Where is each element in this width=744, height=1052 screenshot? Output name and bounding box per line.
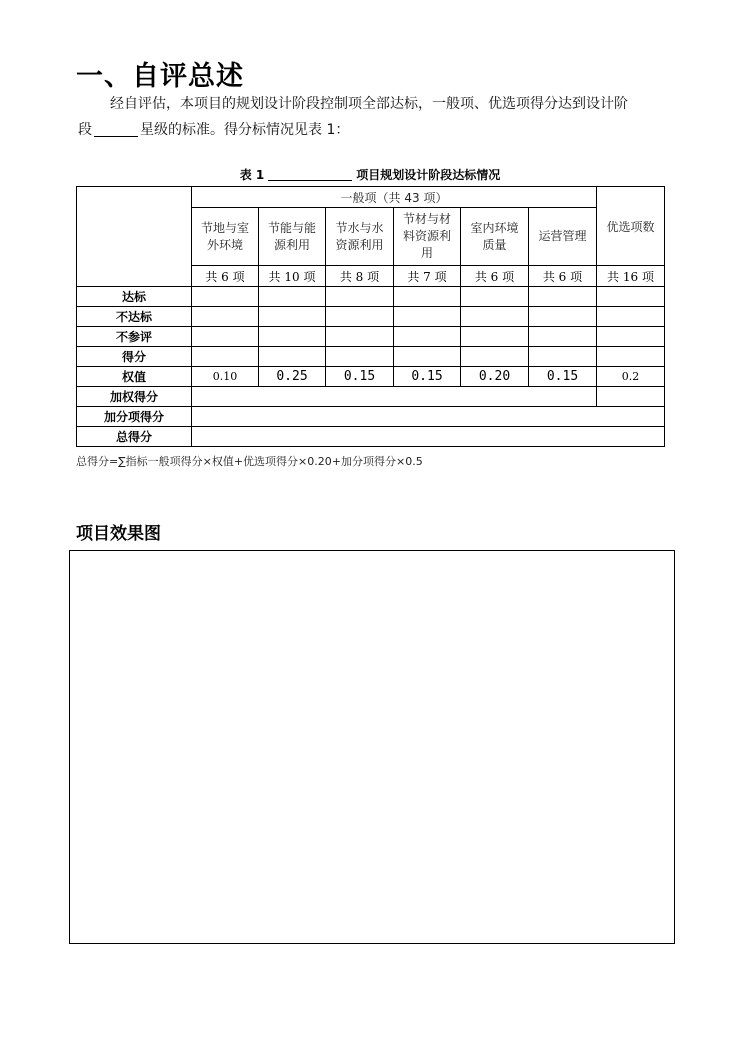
table-cell bbox=[394, 327, 461, 347]
table-caption-prefix: 表 1 bbox=[239, 168, 265, 182]
category-material: 节材与材料资源利用 bbox=[394, 208, 461, 266]
intro-line-1: 经自评估，本项目的规划设计阶段控制项全部达标，一般项、优选项得分达到设计阶 bbox=[110, 96, 628, 112]
table-caption-title: 项目规划设计阶段达标情况 bbox=[356, 168, 501, 182]
table-cell bbox=[394, 347, 461, 367]
table-row bbox=[77, 347, 665, 367]
weight-row bbox=[77, 367, 665, 387]
weight-material: 0.15 bbox=[394, 367, 461, 387]
table-row bbox=[77, 287, 665, 307]
section-heading: 一、自评总述 bbox=[76, 61, 244, 92]
table-caption bbox=[76, 166, 664, 183]
weight-indoor: 0.20 bbox=[461, 367, 529, 387]
table-cell bbox=[597, 347, 665, 367]
weight-optional: 0.2 bbox=[597, 367, 665, 387]
table-cell bbox=[326, 327, 394, 347]
row-label-bonus: 加分项得分 bbox=[77, 407, 192, 427]
row-label-total: 总得分 bbox=[77, 427, 192, 447]
intro-line-2-start: 段 bbox=[78, 122, 92, 138]
table-cell bbox=[597, 287, 665, 307]
count-land: 共 6 项 bbox=[192, 266, 259, 287]
table-cell bbox=[394, 307, 461, 327]
table-cell bbox=[597, 307, 665, 327]
row-label-pass: 达标 bbox=[77, 287, 192, 307]
row-label-weighted: 加权得分 bbox=[77, 387, 192, 407]
table-cell bbox=[259, 347, 326, 367]
table-cell bbox=[192, 327, 259, 347]
table-row bbox=[77, 407, 665, 427]
table-cell bbox=[461, 287, 529, 307]
table-cell bbox=[259, 327, 326, 347]
weight-land: 0.10 bbox=[192, 367, 259, 387]
weight-water: 0.15 bbox=[326, 367, 394, 387]
row-label-score: 得分 bbox=[77, 347, 192, 367]
table-cell bbox=[192, 307, 259, 327]
category-indoor: 室内环境质量 bbox=[461, 208, 529, 266]
table-cell bbox=[529, 347, 597, 367]
row-label-weight: 权值 bbox=[77, 367, 192, 387]
count-material: 共 7 项 bbox=[394, 266, 461, 287]
table-cell bbox=[259, 287, 326, 307]
score-table bbox=[76, 186, 665, 447]
table-cell bbox=[529, 287, 597, 307]
row-label-fail: 不达标 bbox=[77, 307, 192, 327]
table-row bbox=[77, 427, 665, 447]
category-operation: 运营管理 bbox=[529, 208, 597, 266]
table-header-row bbox=[77, 187, 665, 208]
table-cell bbox=[461, 347, 529, 367]
table-row bbox=[77, 307, 665, 327]
weighted-score-cell bbox=[192, 387, 597, 407]
star-level-blank bbox=[94, 120, 138, 137]
effect-image-frame bbox=[69, 550, 675, 944]
table-cell bbox=[461, 327, 529, 347]
general-items-header: 一般项（共 43 项） bbox=[192, 187, 597, 208]
table-cell bbox=[529, 307, 597, 327]
weight-operation: 0.15 bbox=[529, 367, 597, 387]
table-cell bbox=[597, 387, 665, 407]
score-formula: 总得分=∑指标一般项得分×权值+优选项得分×0.20+加分项得分×0.5 bbox=[76, 455, 423, 468]
table-cell bbox=[597, 327, 665, 347]
intro-line-2-end: 星级的标准。得分标情况见表 1： bbox=[140, 122, 350, 138]
table-row bbox=[77, 387, 665, 407]
table-cell bbox=[259, 307, 326, 327]
table-cell bbox=[326, 307, 394, 327]
project-name-blank bbox=[268, 167, 352, 181]
table-row bbox=[77, 327, 665, 347]
table-cell bbox=[394, 287, 461, 307]
table-corner-cell bbox=[77, 187, 192, 287]
count-energy: 共 10 项 bbox=[259, 266, 326, 287]
table-cell bbox=[326, 347, 394, 367]
row-label-na: 不参评 bbox=[77, 327, 192, 347]
intro-line-2 bbox=[78, 117, 678, 143]
table-cell bbox=[192, 287, 259, 307]
effect-image-heading: 项目效果图 bbox=[76, 524, 161, 544]
intro-paragraph bbox=[78, 91, 678, 143]
bonus-score-cell bbox=[192, 407, 665, 427]
count-water: 共 8 项 bbox=[326, 266, 394, 287]
table-cell bbox=[326, 287, 394, 307]
category-energy: 节能与能源利用 bbox=[259, 208, 326, 266]
optional-items-header: 优选项数 bbox=[597, 187, 665, 266]
category-land: 节地与室外环境 bbox=[192, 208, 259, 266]
count-operation: 共 6 项 bbox=[529, 266, 597, 287]
table-cell bbox=[192, 347, 259, 367]
count-optional: 共 16 项 bbox=[597, 266, 665, 287]
weight-energy: 0.25 bbox=[259, 367, 326, 387]
count-indoor: 共 6 项 bbox=[461, 266, 529, 287]
table-cell bbox=[529, 327, 597, 347]
category-water: 节水与水资源利用 bbox=[326, 208, 394, 266]
table-cell bbox=[461, 307, 529, 327]
total-score-cell bbox=[192, 427, 665, 447]
